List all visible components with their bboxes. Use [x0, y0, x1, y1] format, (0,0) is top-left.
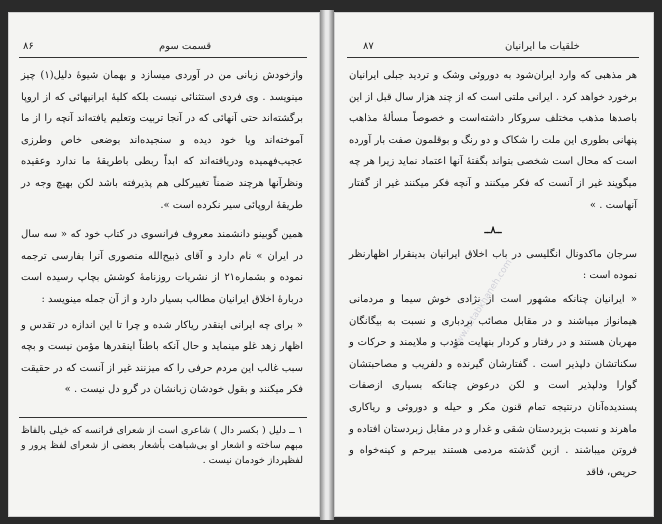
right-body [349, 65, 637, 483]
section-marker: ــ۸ــ [484, 225, 502, 237]
left-page [8, 12, 320, 517]
left-paragraph-3: « برای چه ایرانی اینقدر ریاکار شده و چرا تا این اندازه در تقدس و اظهار زهد غلو مینماید و حال آنکه باطناً اینقدرها مؤمن نیست و بچه سبب غالب این مردم حرفی را که میزنند غیر از آنست که در حقیقت فکر میکنند و بقول خودشان زبانشان در گرو دل نیست . » [21, 319, 303, 396]
section-title-left: قسمت سوم [159, 41, 212, 52]
left-paragraph-1: وازخودش زبانی من در آوردی میسازد و بهمان شیوهٔ دلیل(۱) چیز مینویسد . وی فردی استثنائی نیست بلکه کلیهٔ ایرانیهائی که از اروپا برگشته‌اند حتی آنهائی که در آنجا تربیت وتعلیم یافته‌اند آنچه را از ما آموخته‌اند ویا خود دیده و سنجیده‌اند بوضعی خاص وطرزی عجیب‌فهمیده ودریافته‌اند که ابداً ربطی باطریقهٔ ما ندارد وعقیده ونظرآنها هرچند ضمناً تغییرکلی هم پذیرفته باشد لکن بهیچ وجه در طریقهٔ اروپائی سیر نکرده است ». [21, 70, 304, 211]
left-body [21, 65, 303, 401]
page-number-left: ۸۶ [23, 41, 34, 52]
left-paragraph-2: همین گوبینو دانشمند معروف فرانسوی در کتاب خود که « سه سال در ایران » نام دارد و آقای ذبیح‌الله منصوری آنرا بفارسی ترجمه نموده و بشماره۲۱ از نشریات روزنامهٔ کوشش بچاپ رسیده است دربارهٔ اخلاق ایرانیان مطالب بسیار دارد و از آن جمله مینویسد : [21, 229, 303, 305]
left-footnote: ۱ ــ دلیل ( بکسر دال ) شاعری است از شعرای فرانسه که خیلی بالفاظ مبهم ساخته و اشعار او بی‌شباهت بأشعار بعضی از شعرای لفظ پرور و لفظپرداز خودمان نیست . [21, 425, 303, 466]
book-gutter [320, 10, 334, 520]
right-paragraph-3: « ایرانیان چنانکه مشهور است از نژادی خوش سیما و مردمانی هیمانواز میباشند و در مقابل مصائب بردباری و نسبت به بیگانگان مهربان هستند و در رفتار و کردار بنهایت مؤدب و ملایمند و حرکات و سکناتشان دلپذیر است . گفتارشان گیرنده و دلفریب و مصاحبتشان گوارا ودلپذیر است و لکن درعوض چنانکه بسیاری ازصفات پسندیده‌آنان درنتیجه تمام قنون مکر و حیله و دوروئی و ریاکاری ماهرند و نسبت بزیردستان شقی و غدار و در مقابل زبردستان افتاده و فروتن میباشند . ازبن گذشته مردمی هستند بیرحم و کینه‌خواه و حریص، فاقد [349, 293, 637, 478]
right-paragraph-1: هر مذهبی که وارد ایران‌شود به دوروئی وشک و تردید جبلی ایرانیان برخورد خواهد کرد . ایرانی ملتی است که از چند هزار سال قبل از این باصدها مذهب مختلف سروکار داشته‌است و خصوصاً مسألهٔ مذاهب پنهانی بطوری این ملت را شکاک و دو رنگ و بوقلمون صفت بار آورده است که محال است شخصی بتواند بگفتهٔ آنها اعتماد نماید زیرا هر چه میگویند غیر از آنست که فکر میکنند و آنچه فکر میکنند غیر از گفتار آنهاست . » [349, 70, 637, 211]
footnote-rule [19, 417, 307, 418]
right-paragraph-2: سرجان ماکدونال انگلیسی در باب اخلاق ایرانیان بدینقرار اظهارنظر نموده است : [349, 248, 637, 282]
right-page [334, 12, 654, 517]
section-title-right: خلقیات ما ایرانیان [505, 41, 580, 52]
header-rule-right [347, 57, 639, 58]
page-number-right: ۸۷ [363, 41, 374, 52]
header-rule-left [19, 57, 307, 58]
watermark: www.ketabkhaneh.com [450, 257, 515, 353]
